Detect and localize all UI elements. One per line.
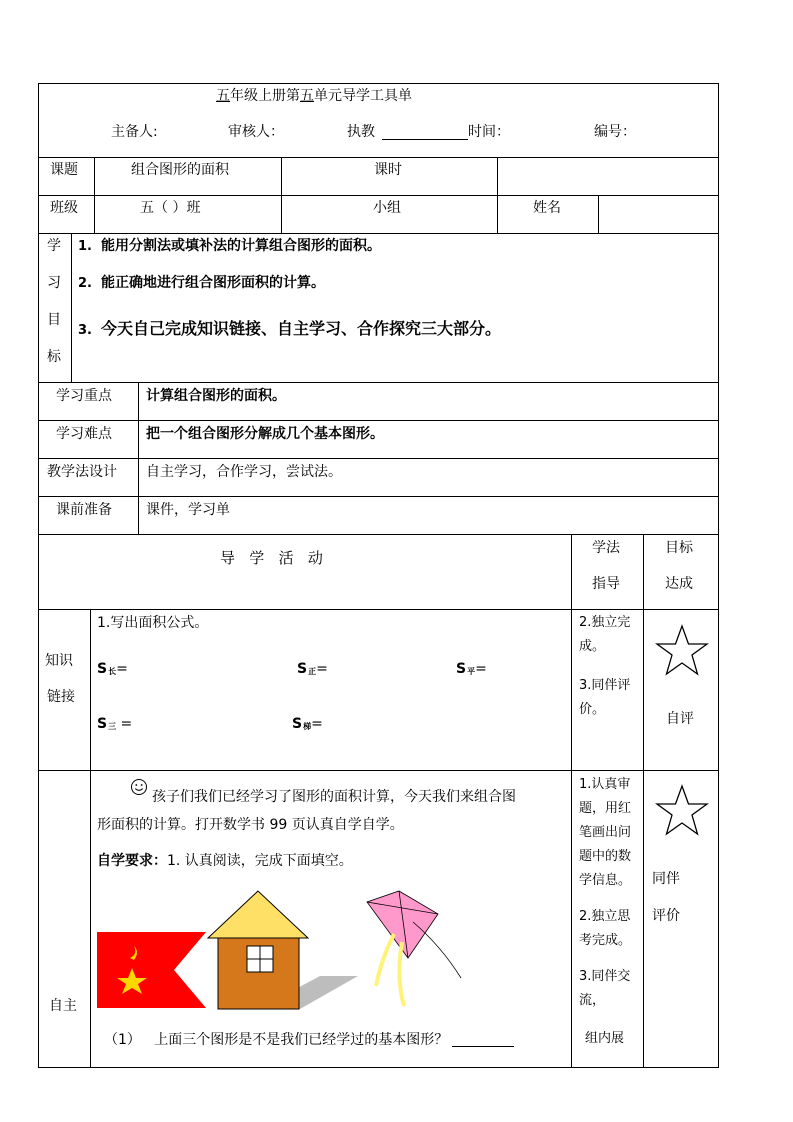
formula-trapezoid[interactable]: $S_梯=$ xyxy=(292,716,323,732)
teacher-label: 执教 xyxy=(347,124,375,140)
question-text: （1） 上面三个图形是不是我们已经学过的基本图形？ xyxy=(104,1032,449,1048)
guide-text: 2.独立完 xyxy=(579,615,631,630)
class-label: 班级 xyxy=(50,200,78,216)
guide-text: 考完成。 xyxy=(579,933,632,948)
row-label: 学习难点 xyxy=(56,426,112,442)
smiley-icon xyxy=(130,778,148,796)
formula-prompt: 1.写出面积公式。 xyxy=(97,615,209,631)
row-label: 教学法设计 xyxy=(47,464,117,480)
topic-value: 组合图形的面积 xyxy=(131,162,229,178)
formula-rect[interactable]: $S_长=$ xyxy=(97,661,128,677)
grade-suffix: 年级上册第 xyxy=(230,88,300,104)
row-label: 学习重点 xyxy=(56,388,112,404)
period-label: 课时 xyxy=(374,162,402,178)
topic-label: 课题 xyxy=(50,162,78,178)
goal-header: 达成 xyxy=(665,576,693,592)
flag-shape xyxy=(97,932,206,1008)
guide-text: 流， xyxy=(579,993,606,1008)
reviewer-label: 审核人： xyxy=(228,124,284,140)
goals-label-char: 目 xyxy=(47,312,61,328)
kite-shape xyxy=(367,891,461,1006)
goal-num: 2. xyxy=(78,276,92,291)
intro-text: 孩子们我们已经学习了图形的面积计算，今天我们来组合图 xyxy=(152,789,516,805)
knowledge-label: 知识 xyxy=(45,653,73,669)
goal-header: 目标 xyxy=(665,540,693,556)
name-label: 姓名 xyxy=(533,200,561,216)
question-1 xyxy=(104,1032,514,1047)
requirement xyxy=(97,854,353,868)
goals-label-char: 学 xyxy=(47,238,61,254)
preparer-label: 主备人: xyxy=(111,124,158,140)
house-shape xyxy=(208,891,308,1009)
shapes-illustration xyxy=(96,888,476,1013)
eval-peer: 评价 xyxy=(652,908,680,924)
goals-label-char: 标 xyxy=(47,349,61,365)
formula-square[interactable]: $S_正=$ xyxy=(297,661,328,677)
guide-text: 3.同伴评 xyxy=(579,678,631,693)
req-label: 自学要求： xyxy=(97,853,167,869)
guide-text: 组内展 xyxy=(585,1031,625,1046)
unit-suffix: 单元导学工具单 xyxy=(314,88,412,104)
period-input[interactable] xyxy=(499,159,717,193)
goal-text: 能用分割法或填补法的计算组合图形的面积。 xyxy=(101,238,381,254)
eval-self: 自评 xyxy=(666,711,694,727)
guide-text: 学信息。 xyxy=(579,873,632,888)
star-rating-icon[interactable] xyxy=(654,784,710,840)
eval-peer: 同伴 xyxy=(652,871,680,887)
goals-label-char: 习 xyxy=(47,275,61,291)
answer-blank[interactable] xyxy=(452,1032,514,1047)
knowledge-label: 链接 xyxy=(47,689,75,705)
grade-value: 五 xyxy=(216,88,230,104)
guide-text: 2.独立思 xyxy=(579,909,631,924)
goal-num: 1. xyxy=(78,239,92,254)
method-header: 指导 xyxy=(592,576,620,592)
row-value: 把一个组合图形分解成几个基本图形。 xyxy=(146,426,384,442)
time-label: 时间： xyxy=(468,124,510,140)
teacher-blank[interactable] xyxy=(382,139,468,140)
guide-text: 题，用红 xyxy=(579,801,632,816)
guide-text: 成。 xyxy=(579,639,606,654)
guide-text: 1.认真审 xyxy=(579,777,631,792)
name-input[interactable] xyxy=(600,197,717,231)
star-rating-icon[interactable] xyxy=(654,624,710,680)
goal-text: 今天自己完成知识链接、自主学习、合作探究三大部分。 xyxy=(101,319,502,338)
number-label: 编号： xyxy=(594,124,636,140)
group-label: 小组 xyxy=(373,200,401,216)
class-value: 五（ ）班 xyxy=(140,200,201,216)
unit-value: 五 xyxy=(300,88,314,104)
self-study-label: 自主 xyxy=(49,998,77,1014)
row-value: 自主学习，合作学习，尝试法。 xyxy=(146,464,342,480)
goal-text: 能正确地进行组合图形面积的计算。 xyxy=(101,275,325,291)
row-value: 计算组合图形的面积。 xyxy=(146,388,286,404)
guide-text: 笔画出问 xyxy=(579,825,632,840)
guide-text: 价。 xyxy=(579,702,606,717)
guide-text: 题中的数 xyxy=(579,849,632,864)
row-label: 课前准备 xyxy=(56,502,112,518)
row-value: 课件，学习单 xyxy=(146,502,230,518)
goal-num: 3. xyxy=(78,323,92,338)
guide-text: 3.同伴交 xyxy=(579,969,631,984)
doc-title xyxy=(216,89,412,103)
method-header: 学法 xyxy=(592,540,620,556)
intro-text: 形面积的计算。打开数学书 99 页认真自学自学。 xyxy=(97,817,404,833)
activity-title: 导 学 活 动 xyxy=(220,549,323,567)
formula-triangle[interactable]: $S_三$ = xyxy=(97,716,133,732)
req-text: 1. 认真阅读，完成下面填空。 xyxy=(167,853,353,869)
formula-parallelogram[interactable]: $S_平=$ xyxy=(456,661,487,677)
